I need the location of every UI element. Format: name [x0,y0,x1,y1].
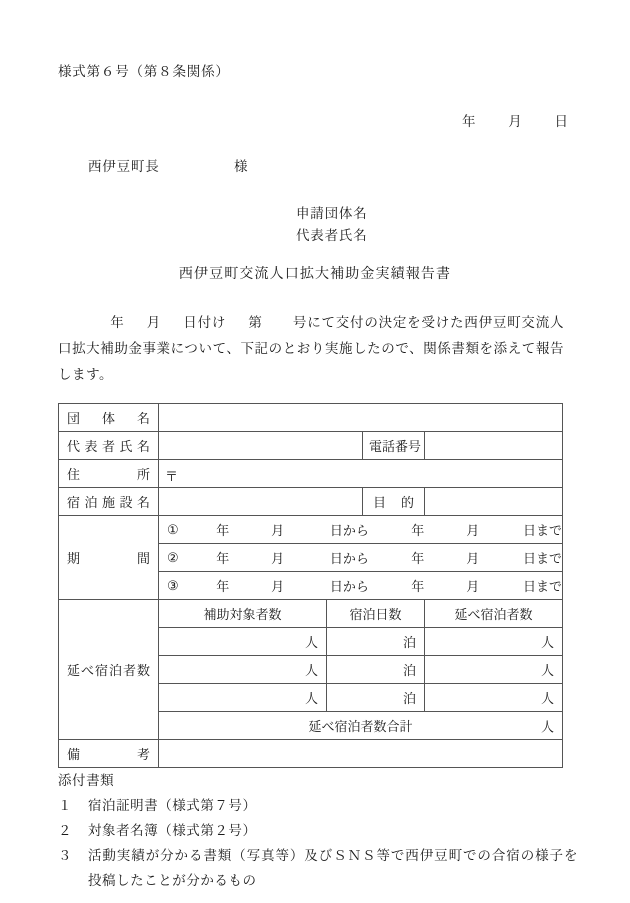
input-rep-name[interactable] [159,432,363,460]
period-1-day-to: 日まで [523,523,563,538]
applicant-org-label: 申請団体名 [296,206,368,221]
body-paragraph [58,310,564,388]
body-line2: 流人口拡大補助金事業について、下記のとおり実施したので、関係書類を添 [58,315,565,356]
unit-person-3: 人 [304,691,318,706]
period-2-day-from: 日から [329,551,369,566]
document-title: 西伊豆町交流人口拡大補助金実績報告書 [178,267,452,282]
table-row-rep-name [59,432,563,460]
report-table [58,403,563,768]
label-org-name: 団体名 [59,404,159,432]
date-day-label: 日 [554,114,568,129]
body-number-prefix: 第 [248,315,263,330]
form-number: 様式第６号（第８条関係） [58,64,230,79]
table-row-remarks [59,740,563,768]
label-address: 住所 [59,460,159,488]
period-2-year-from: 年 [216,551,230,566]
input-facility-name[interactable] [159,488,363,516]
input-period-1[interactable] [159,516,563,544]
body-day: 日付け [183,315,227,330]
label-period: 期間 [59,516,159,600]
label-phone: 電話番号 [363,432,425,460]
attachment-index-3: ３ [58,848,73,863]
period-2-month-to: 月 [466,551,480,566]
addressee-name: 西伊豆町長 [88,159,160,174]
body-line3: えて報告します。 [58,341,564,382]
date-month-label: 月 [508,114,522,129]
label-remarks: 備考 [59,740,159,768]
unit-person-total-3: 人 [541,691,555,706]
label-grand-total: 延べ宿泊者数合計 [308,719,413,734]
period-3-day-to: 日まで [523,579,563,594]
addressee-honorific: 様 [233,159,249,174]
header-nights-count: 宿泊日数 [327,600,425,628]
input-total-lodgers-3[interactable] [425,684,563,712]
body-year: 年 [110,315,125,330]
input-phone[interactable] [425,432,563,460]
label-facility-name: 宿泊施設名 [59,488,159,516]
input-period-3[interactable] [159,572,563,600]
period-3-month-to: 月 [466,579,480,594]
period-1-number: ① [167,521,179,537]
unit-night-3: 泊 [402,691,416,706]
attachment-index-2: ２ [58,823,73,838]
period-3-year-to: 年 [411,579,425,594]
input-address[interactable] [159,460,563,488]
input-remarks[interactable] [159,740,563,768]
attachment-text-3: 活動実績が分かる書類（写真等）及びＳＮＳ等で西伊豆町での合宿の様子を投稿したことが分かるもの [88,848,578,888]
input-nights-2[interactable] [327,656,425,684]
period-1-year-to: 年 [411,523,425,538]
period-3-day-from: 日から [329,579,369,594]
label-purpose: 目的 [363,488,425,516]
body-number-suffix: 号にて交付の決定を受けた西伊豆町交 [292,315,536,330]
input-subsidized-1[interactable] [159,628,327,656]
body-month: 月 [146,315,162,330]
period-1-year-from: 年 [216,523,230,538]
input-nights-3[interactable] [327,684,425,712]
period-1-month-from: 月 [271,523,285,538]
input-nights-1[interactable] [327,628,425,656]
table-row-lodgers-header [59,600,563,628]
header-total-lodgers-count: 延べ宿泊者数 [425,600,563,628]
input-grand-total[interactable] [159,712,563,740]
label-total-lodgers: 延べ宿泊者数 [59,600,159,740]
unit-night-2: 泊 [402,663,416,678]
period-1-month-to: 月 [466,523,480,538]
attachments-section [58,768,578,893]
unit-person-total-2: 人 [541,663,555,678]
table-row-address [59,460,563,488]
attachment-index-1: １ [58,798,73,813]
period-1-day-from: 日から [329,523,369,538]
period-3-year-from: 年 [216,579,230,594]
attachment-item-2 [58,818,578,843]
attachment-text-1: 宿泊証明書（様式第７号） [88,798,257,813]
table-row-period-1 [59,516,563,544]
date-line [462,110,568,130]
unit-night-1: 泊 [402,635,416,650]
addressee-line [88,155,248,175]
input-org-name[interactable] [159,404,563,432]
attachments-heading: 添付書類 [58,773,115,788]
label-rep-name: 代表者氏名 [59,432,159,460]
attachment-item-3 [58,843,578,893]
input-subsidized-2[interactable] [159,656,327,684]
period-2-year-to: 年 [411,551,425,566]
period-2-day-to: 日まで [523,551,563,566]
table-row-org-name [59,404,563,432]
table-row-facility [59,488,563,516]
unit-person-1: 人 [304,635,318,650]
unit-person-total-1: 人 [541,635,555,650]
period-3-number: ③ [167,577,179,593]
header-subsidized-count: 補助対象者数 [159,600,327,628]
input-subsidized-3[interactable] [159,684,327,712]
period-3-month-from: 月 [271,579,285,594]
date-year-label: 年 [462,114,476,129]
input-total-lodgers-2[interactable] [425,656,563,684]
applicant-block [296,203,368,247]
input-period-2[interactable] [159,544,563,572]
period-2-number: ② [167,549,179,565]
input-purpose[interactable] [425,488,563,516]
postal-mark-icon: 〒 [165,469,179,484]
input-total-lodgers-1[interactable] [425,628,563,656]
attachment-text-2: 対象者名簿（様式第２号） [88,823,257,838]
unit-person-2: 人 [304,663,318,678]
attachment-item-1 [58,793,578,818]
period-2-month-from: 月 [271,551,285,566]
applicant-rep-label: 代表者氏名 [296,228,368,243]
unit-person-grand-total: 人 [541,719,555,734]
